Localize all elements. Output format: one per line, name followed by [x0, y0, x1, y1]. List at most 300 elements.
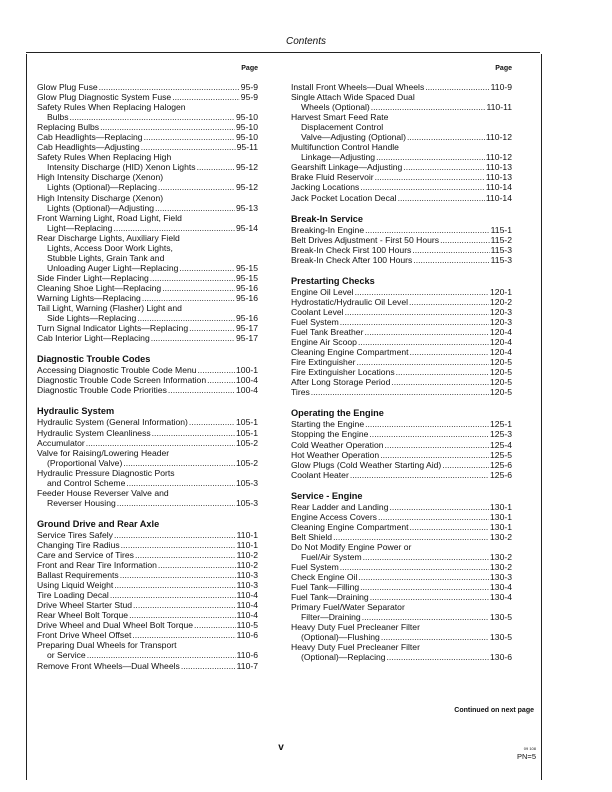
toc-entry[interactable]	[37, 630, 258, 640]
toc-page-number: 110-12	[485, 132, 512, 143]
toc-entry-title: Fire Extinguisher Locations	[291, 367, 395, 378]
toc-entry-title: Fuel System	[291, 316, 339, 327]
toc-page-number: 120-4	[490, 327, 512, 338]
toc-entry[interactable]	[291, 193, 512, 203]
toc-entry-title: After Long Storage Period	[291, 377, 391, 388]
toc-page-number: 115-3	[490, 244, 512, 255]
dot-leader	[387, 652, 489, 662]
toc-entry-title: Cab Interior Light—Replacing	[37, 333, 150, 344]
toc-entry-title: Care and Service of Tires	[37, 550, 134, 561]
dot-leader	[355, 287, 489, 297]
dot-leader	[407, 132, 485, 142]
toc-entry-title: Gearshift Linkage—Adjusting	[291, 162, 403, 173]
toc-entry[interactable]	[37, 132, 258, 142]
toc-page-number: 120-2	[490, 296, 512, 307]
section-heading: Hydraulic System	[37, 406, 115, 417]
toc-entry[interactable]	[291, 592, 512, 602]
toc-entry[interactable]	[37, 213, 258, 233]
toc-entry[interactable]	[37, 488, 258, 508]
section-heading: Prestarting Checks	[291, 275, 375, 286]
toc-entry-title: Cleaning Shoe Light—Replacing	[37, 282, 162, 293]
dot-leader	[168, 385, 235, 395]
toc-page-number: 95-9	[240, 82, 258, 92]
dot-leader	[365, 225, 490, 235]
toc-entry-title: Single Attach Wide Spaced Dual	[291, 92, 415, 103]
dot-leader	[189, 417, 235, 427]
toc-entry-title: Fuel Tank Breather	[291, 327, 364, 338]
dot-leader	[120, 570, 236, 580]
toc-entry-title: Preparing Dual Wheels for Transport	[37, 640, 177, 651]
dot-leader	[376, 152, 485, 162]
toc-entry-title: Engine Access Covers	[291, 511, 377, 522]
toc-entry[interactable]	[291, 225, 512, 235]
toc-entry[interactable]	[37, 620, 258, 630]
toc-entry-title: Linkage—Adjusting	[301, 152, 376, 163]
toc-page-number: 130-5	[490, 612, 512, 623]
toc-entry[interactable]	[291, 82, 512, 92]
dot-leader	[403, 162, 485, 172]
toc-entry[interactable]	[291, 387, 512, 397]
dot-leader	[135, 550, 236, 560]
toc-entry[interactable]	[37, 82, 258, 92]
section-heading: Break-In Service	[291, 213, 364, 224]
toc-entry[interactable]	[37, 193, 258, 213]
dot-leader	[340, 562, 489, 572]
dot-leader	[114, 530, 236, 540]
toc-entry-title: Hydraulic System Cleanliness	[37, 427, 151, 438]
toc-entry-title: Fuel Tank—Draining	[291, 592, 369, 603]
toc-entry-title: Cold Weather Operation	[291, 439, 384, 450]
section-heading: Operating the Engine	[291, 408, 384, 419]
toc-page-number: 95-10	[236, 132, 258, 143]
toc-entry[interactable]	[37, 142, 258, 152]
toc-entry-title: Lights (Optional)—Adjusting	[47, 202, 154, 213]
toc-entry-title: Do Not Modify Engine Power or	[291, 541, 412, 552]
dot-leader	[123, 458, 235, 468]
dot-leader	[110, 590, 236, 600]
toc-entry[interactable]	[291, 512, 512, 522]
toc-entry-title: Remove Front Wheels—Dual Wheels	[37, 660, 180, 671]
toc-page-number: 95-17	[236, 333, 258, 344]
toc-page-number: 120-5	[490, 377, 512, 388]
toc-entry-title: High Intensity Discharge (Xenon)	[37, 172, 164, 183]
toc-entry-title: Using Liquid Weight	[37, 580, 114, 591]
toc-entry[interactable]	[291, 142, 512, 162]
toc-entry-title: Rear Discharge Lights, Auxiliary Field	[37, 232, 180, 243]
toc-entry[interactable]	[37, 580, 258, 590]
toc-entry[interactable]	[291, 307, 512, 317]
toc-entry-title: Ballast Requirements	[37, 570, 119, 581]
toc-entry[interactable]	[291, 172, 512, 182]
toc-entry-title: (Optional)—Replacing	[301, 652, 386, 663]
toc-entry-title: Hydraulic System (General Information)	[37, 417, 188, 428]
toc-entry-title: Side Finder Light—Replacing	[37, 272, 149, 283]
toc-entry-title: Light—Replacing	[47, 222, 113, 233]
toc-entry[interactable]	[291, 562, 512, 572]
toc-entry[interactable]	[37, 438, 258, 448]
dot-leader	[358, 572, 489, 582]
toc-page-number: 95-16	[236, 313, 258, 324]
toc-entry-title: Glow Plugs (Cold Weather Starting Aid)	[291, 459, 442, 470]
dot-leader	[132, 630, 235, 640]
toc-entry[interactable]	[37, 417, 258, 427]
toc-entry[interactable]	[37, 610, 258, 620]
toc-entry[interactable]	[37, 122, 258, 132]
dot-leader	[137, 313, 235, 323]
toc-entry-title: High Intensity Discharge (Xenon)	[37, 192, 164, 203]
toc-entry[interactable]	[291, 572, 512, 582]
toc-entry-title: (Proportional Valve)	[47, 457, 123, 468]
toc-page-number: 130-6	[490, 652, 512, 663]
toc-entry[interactable]	[291, 377, 512, 387]
toc-entry-title: Primary Fuel/Water Separator	[291, 602, 405, 613]
toc-page-number: 110-5	[236, 620, 258, 631]
dot-leader	[398, 193, 485, 203]
toc-column-left	[37, 64, 258, 671]
dot-leader	[375, 172, 485, 182]
page-header-title: Contents	[285, 36, 327, 47]
toc-entry[interactable]	[291, 287, 512, 297]
toc-entry[interactable]	[37, 92, 258, 102]
dot-leader	[155, 203, 235, 213]
section-heading: Ground Drive and Rear Axle	[37, 518, 160, 529]
toc-entry[interactable]	[37, 600, 258, 610]
toc-entry[interactable]	[37, 375, 258, 385]
toc-entry-title: Diagnostic Trouble Code Priorities	[37, 385, 167, 396]
toc-entry[interactable]	[37, 365, 258, 375]
toc-page-number: 100-4	[236, 375, 258, 386]
toc-entry-title: Replacing Bulbs	[37, 122, 100, 133]
toc-page-number: 110-13	[485, 172, 512, 183]
toc-entry[interactable]	[291, 522, 512, 532]
toc-entry-title: Breaking-In Engine	[291, 224, 365, 235]
toc-page-number: 105-3	[236, 497, 258, 508]
toc-entry[interactable]	[291, 112, 512, 142]
toc-entry[interactable]	[37, 152, 258, 172]
dot-leader	[141, 142, 236, 152]
toc-entry[interactable]	[291, 622, 512, 642]
toc-page-number: 110-3	[236, 570, 258, 581]
toc-entry-title: Heavy Duty Fuel Precleaner Filter	[291, 642, 420, 653]
toc-page-number: 120-3	[490, 306, 512, 317]
toc-entry-title: Fuel System	[291, 562, 339, 573]
toc-page-number: 110-1	[236, 539, 258, 550]
dot-leader	[86, 438, 235, 448]
toc-entry[interactable]	[37, 283, 258, 293]
dot-leader	[409, 297, 489, 307]
page-column-header: Page	[495, 65, 512, 72]
toc-entry[interactable]	[37, 273, 258, 283]
dot-leader	[369, 429, 489, 439]
toc-page-number: 125-4	[490, 439, 512, 450]
toc-page-number: 130-1	[490, 501, 512, 512]
dot-leader	[311, 387, 489, 397]
toc-entry-title: Accumulator	[37, 437, 85, 448]
toc-entry-title: Fuel/Air System	[301, 551, 362, 562]
toc-entry[interactable]	[37, 590, 258, 600]
toc-entry-title: Coolant Level	[291, 306, 344, 317]
toc-entry-title: Engine Oil Level	[291, 286, 354, 297]
toc-entry[interactable]	[37, 448, 258, 468]
toc-entry[interactable]	[291, 367, 512, 377]
dot-leader	[340, 317, 489, 327]
toc-entry-title: Front Drive Wheel Offset	[37, 630, 132, 641]
toc-page-number: 125-3	[490, 429, 512, 440]
toc-page-number: 110-11	[486, 102, 512, 113]
toc-entry[interactable]	[291, 542, 512, 562]
section-heading: Diagnostic Trouble Codes	[37, 354, 151, 365]
toc-entry-title: Hot Weather Operation	[291, 449, 380, 460]
dot-leader	[412, 245, 489, 255]
toc-page-number: 95-9	[240, 92, 258, 103]
toc-column-right	[291, 64, 512, 662]
page-column-header: Page	[241, 65, 258, 72]
toc-page-number: 100-4	[236, 385, 258, 396]
toc-entry[interactable]	[37, 303, 258, 323]
dot-leader	[333, 532, 489, 542]
toc-entry[interactable]	[37, 102, 258, 122]
toc-entry[interactable]	[291, 245, 512, 255]
toc-entry-title: Accessing Diagnostic Trouble Code Menu	[37, 365, 197, 376]
toc-page-number: 95-12	[236, 182, 258, 193]
toc-page-number: 110-14	[485, 192, 512, 203]
toc-entry-title: Jacking Locations	[291, 182, 360, 193]
toc-entry-title: Turn Signal Indicator Lights—Replacing	[37, 323, 189, 334]
toc-page-number: 130-4	[490, 582, 512, 593]
toc-entry[interactable]	[291, 440, 512, 450]
dot-leader	[350, 470, 489, 480]
toc-entry[interactable]	[37, 293, 258, 303]
toc-entry-title: Coolant Heater	[291, 469, 349, 480]
toc-page-number: 130-4	[490, 592, 512, 603]
toc-page-number: 120-5	[490, 357, 512, 368]
toc-page-number: 130-3	[490, 572, 512, 583]
dot-leader	[121, 540, 236, 550]
toc-entry[interactable]	[37, 385, 258, 395]
toc-entry-title: Stubble Lights, Grain Tank and	[47, 252, 165, 263]
toc-entry-title: Glow Plug Fuse	[37, 82, 98, 92]
toc-page-number: 110-6	[236, 630, 258, 641]
toc-entry[interactable]	[37, 468, 258, 488]
toc-entry[interactable]	[291, 182, 512, 192]
toc-page-number: 100-1	[236, 365, 258, 376]
toc-page-number: 95-13	[236, 202, 258, 213]
toc-entry-title: Cleaning Engine Compartment	[291, 347, 409, 358]
toc-entry-title: Multifunction Control Handle	[291, 142, 399, 153]
dot-leader	[158, 182, 235, 192]
toc-page-number: 130-1	[490, 511, 512, 522]
toc-page-number: 95-10	[236, 112, 258, 123]
toc-entry-title: Valve for Raising/Lowering Header	[37, 447, 170, 458]
dot-leader	[158, 560, 236, 570]
toc-page-number: 105-2	[236, 457, 258, 468]
toc-entry[interactable]	[291, 162, 512, 172]
dot-leader	[345, 307, 489, 317]
toc-page-number: 105-2	[236, 437, 258, 448]
toc-entry-title: Cab Headlights—Adjusting	[37, 142, 140, 153]
continued-note: Continued on next page	[454, 707, 534, 714]
footer-page-numeral: v	[278, 742, 284, 753]
toc-page-number: 130-1	[490, 521, 512, 532]
toc-page-number: 110-9	[490, 82, 512, 92]
toc-entry[interactable]	[291, 347, 512, 357]
footer-pn: PN=5	[517, 752, 536, 761]
toc-entry[interactable]	[37, 233, 258, 273]
toc-entry[interactable]	[291, 317, 512, 327]
toc-page-number: 95-11	[236, 142, 258, 153]
dot-leader	[358, 337, 489, 347]
toc-page-number: 95-14	[236, 222, 258, 233]
toc-entry[interactable]	[291, 92, 512, 112]
dot-leader	[380, 450, 489, 460]
toc-entry[interactable]	[37, 550, 258, 560]
toc-page-number: 115-1	[490, 224, 512, 235]
toc-entry-title: Valve—Adjusting (Optional)	[301, 132, 406, 143]
dot-leader	[133, 600, 236, 610]
dot-leader	[117, 498, 235, 508]
toc-page-number: 110-4	[236, 590, 258, 601]
toc-entry[interactable]	[291, 235, 512, 245]
toc-entry-title: Filter—Draining	[301, 612, 361, 623]
dot-leader	[114, 580, 235, 590]
toc-entry[interactable]	[37, 428, 258, 438]
toc-page-number: 110-2	[236, 560, 258, 571]
toc-entry-title: Harvest Smart Feed Rate	[291, 112, 389, 123]
dot-leader	[360, 582, 489, 592]
dot-leader	[365, 419, 489, 429]
toc-entry[interactable]	[37, 540, 258, 550]
toc-entry[interactable]	[291, 502, 512, 512]
toc-entry-title: Tires	[291, 387, 310, 398]
dot-leader	[413, 255, 489, 265]
dot-leader	[150, 273, 235, 283]
toc-entry[interactable]	[37, 570, 258, 580]
toc-entry-title: Diagnostic Trouble Code Screen Information	[37, 375, 207, 386]
toc-entry-title: Fire Extinguisher	[291, 357, 356, 368]
toc-entry[interactable]	[291, 327, 512, 337]
toc-entry[interactable]	[37, 333, 258, 343]
dot-leader	[440, 235, 490, 245]
toc-entry[interactable]	[291, 450, 512, 460]
dot-leader	[360, 182, 485, 192]
toc-page-number: 110-2	[236, 550, 258, 561]
dot-leader	[356, 357, 489, 367]
toc-entry[interactable]	[291, 470, 512, 480]
toc-entry[interactable]	[37, 640, 258, 660]
toc-page-number: 120-5	[490, 367, 512, 378]
dot-leader	[87, 650, 236, 660]
toc-page-number: 95-15	[236, 272, 258, 283]
dot-leader	[198, 365, 235, 375]
dot-leader	[442, 460, 489, 470]
toc-page-number: 110-6	[236, 650, 258, 661]
toc-entry[interactable]	[291, 255, 512, 265]
dot-leader	[410, 347, 490, 357]
dot-leader	[100, 122, 235, 132]
toc-entry-title: Feeder House Reverser Valve and	[37, 487, 169, 498]
toc-page-number: 120-1	[490, 286, 512, 297]
toc-page-number: 95-17	[236, 323, 258, 334]
toc-entry-title: Heavy Duty Fuel Precleaner Filter	[291, 622, 420, 633]
dot-leader	[389, 502, 489, 512]
toc-entry[interactable]	[37, 530, 258, 540]
toc-entry-title: Brake Fluid Reservoir	[291, 172, 374, 183]
toc-page-number: 105-1	[236, 427, 258, 438]
toc-page-number: 110-13	[485, 162, 512, 173]
toc-entry-title: Lights (Optional)—Replacing	[47, 182, 157, 193]
dot-leader	[197, 162, 235, 172]
dot-leader	[181, 661, 236, 671]
toc-page-number: 110-4	[236, 600, 258, 611]
toc-entry[interactable]	[37, 323, 258, 333]
toc-entry-title: and Control Scheme	[47, 477, 126, 488]
toc-entry-title: Tire Loading Decal	[37, 590, 109, 601]
dot-leader	[378, 512, 489, 522]
toc-page-number: 110-12	[485, 152, 512, 163]
dot-leader	[381, 632, 489, 642]
toc-page-number: 115-2	[490, 234, 512, 245]
dot-leader	[364, 327, 489, 337]
toc-page-number: 110-4	[236, 610, 258, 621]
toc-entry[interactable]	[291, 297, 512, 307]
dot-leader	[207, 375, 235, 385]
toc-page-number: 130-5	[490, 632, 512, 643]
toc-entry[interactable]	[37, 661, 258, 671]
dot-leader	[385, 440, 490, 450]
dot-leader	[99, 82, 240, 92]
toc-entry[interactable]	[291, 337, 512, 347]
toc-entry-title: Lights, Access Door Work Lights,	[47, 242, 173, 253]
toc-page-number: 95-16	[236, 282, 258, 293]
toc-entry[interactable]	[291, 582, 512, 592]
toc-page-number: 120-4	[490, 347, 512, 358]
toc-entry-title: Reverser Housing	[47, 497, 116, 508]
dot-leader	[396, 367, 489, 377]
dot-leader	[129, 610, 236, 620]
dot-leader	[151, 333, 235, 343]
toc-entry[interactable]	[37, 560, 258, 570]
dot-leader	[410, 522, 490, 532]
toc-entry[interactable]	[37, 172, 258, 192]
toc-entry[interactable]	[291, 460, 512, 470]
dot-leader	[172, 92, 240, 102]
toc-entry-title: Break-In Check First 100 Hours	[291, 244, 412, 255]
toc-entry[interactable]	[291, 419, 512, 429]
toc-entry-title: Stopping the Engine	[291, 429, 369, 440]
toc-entry[interactable]	[291, 642, 512, 662]
toc-entry[interactable]	[291, 429, 512, 439]
toc-entry-title: Rear Ladder and Landing	[291, 501, 389, 512]
toc-entry[interactable]	[291, 357, 512, 367]
toc-entry-title: Jack Pocket Location Decal	[291, 192, 397, 203]
toc-entry-title: Unloading Auger Light—Replacing	[47, 262, 179, 273]
toc-entry-title: Glow Plug Diagnostic System Fuse	[37, 92, 172, 103]
dot-leader	[70, 112, 236, 122]
toc-entry[interactable]	[291, 602, 512, 622]
toc-entry-title: Rear Wheel Bolt Torque	[37, 610, 129, 621]
toc-page-number: 120-5	[490, 387, 512, 398]
toc-entry[interactable]	[291, 532, 512, 542]
footer-code: 09 108	[523, 746, 536, 751]
toc-entry-title: Engine Air Scoop	[291, 337, 357, 348]
dot-leader	[152, 428, 235, 438]
toc-entry-title: Warning Lights—Replacing	[37, 292, 141, 303]
dot-leader	[363, 552, 489, 562]
toc-page-number: 115-3	[490, 254, 512, 265]
toc-page-number: 95-10	[236, 122, 258, 133]
dot-leader	[144, 132, 235, 142]
toc-page-number: 120-4	[490, 337, 512, 348]
